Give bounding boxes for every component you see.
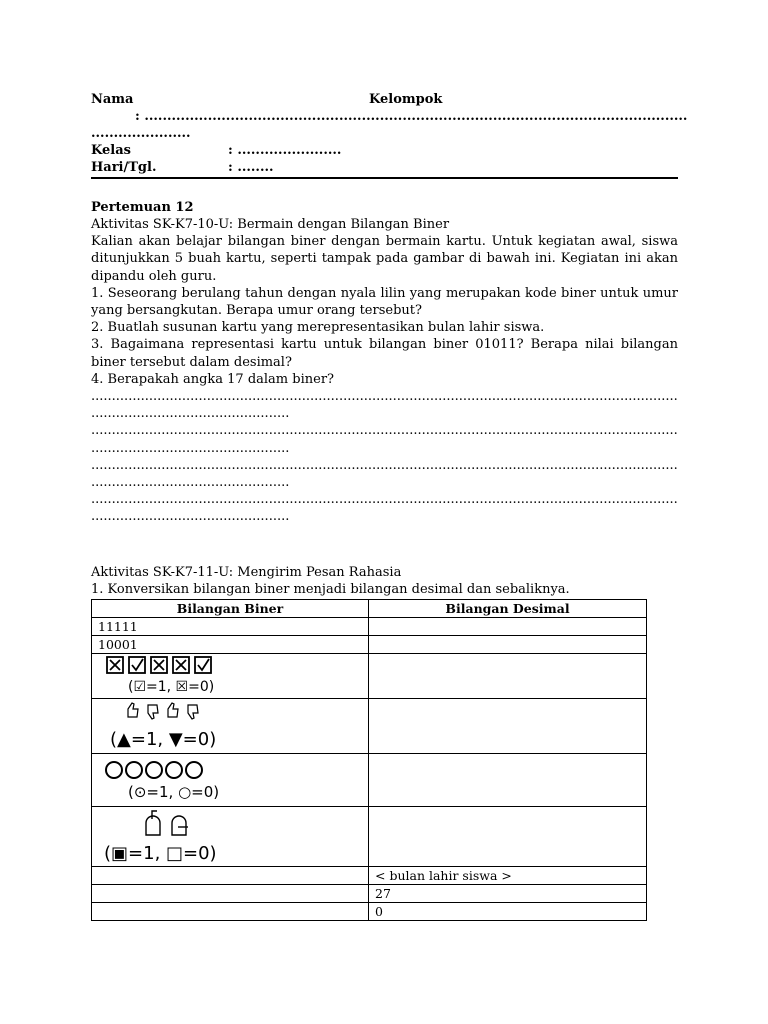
thumb-cards-image: [92, 699, 216, 753]
desimal-cell: 27: [369, 884, 647, 902]
conversion-table: [91, 599, 647, 921]
circle-cards-image: [92, 754, 220, 806]
answer-area: [91, 388, 678, 526]
question-1: 1. Seseorang berulang tahun dengan nyala lilin yang merupakan kode biner untuk umur yang bersangkutan. Berapa umur orang tersebut?: [91, 285, 678, 319]
table-row: [92, 698, 647, 753]
desimal-cell: [369, 698, 647, 753]
desimal-cell: [369, 806, 647, 866]
activity2-instruction: 1. Konversikan bilangan biner menjadi bilangan desimal dan sebaliknya.: [91, 581, 570, 597]
table-row: [92, 753, 647, 806]
header-divider: [91, 177, 678, 179]
biner-cell: 10001: [92, 635, 369, 653]
activity1-title: Aktivitas SK-K7-10-U: Bermain dengan Bilangan Biner: [91, 217, 450, 232]
table-row: [92, 884, 647, 902]
header-kelas-row: [91, 142, 678, 159]
kelas-label: Kelas: [91, 143, 131, 158]
desimal-cell: [369, 653, 647, 698]
desimal-cell: [369, 635, 647, 653]
header-nama-row: [91, 91, 678, 108]
hari-value: : ........: [228, 160, 274, 175]
nama-colon: :: [135, 109, 140, 124]
table-row: [92, 902, 647, 920]
biner-image-cell: [92, 753, 369, 806]
checkbox-legend: (☑=1, ☒=0): [128, 678, 215, 695]
biner-cell: [92, 866, 369, 884]
answer-line: ..............................................................................................................................................: [91, 389, 678, 405]
kelas-value: : .......................: [228, 143, 342, 158]
thumb-legend: (▲=1, ▼=0): [110, 728, 217, 750]
table-row: [92, 617, 647, 635]
desimal-cell: [369, 617, 647, 635]
desimal-cell: < bulan lahir siswa >: [369, 866, 647, 884]
desimal-cell: 0: [369, 902, 647, 920]
table-header-row: [92, 599, 647, 617]
table-row: [92, 653, 647, 698]
worksheet: [91, 91, 688, 921]
answer-line: ................................................: [91, 440, 290, 456]
col-header-desimal: Bilangan Desimal: [369, 599, 647, 617]
checkbox-cards-image: [92, 654, 216, 698]
answer-line: ................................................: [91, 474, 290, 490]
nama-dots: ........................................................................................................................: [144, 109, 688, 124]
answer-line: ..............................................................................................................................................: [91, 492, 678, 508]
answer-line: ................................................: [91, 406, 290, 422]
table-row: [92, 806, 647, 866]
question-3: 3. Bagaimana representasi kartu untuk bilangan biner 01011? Berapa nilai bilangan biner tersebut dalam desimal?: [91, 337, 678, 370]
biner-image-cell: [92, 806, 369, 866]
biner-image-cell: [92, 653, 369, 698]
question-4: 4. Berapakah angka 17 dalam biner?: [91, 371, 335, 387]
nama-dots-line-2: ......................: [91, 126, 191, 141]
hari-label: Hari/Tgl.: [91, 160, 157, 175]
answer-line: ..............................................................................................................................................: [91, 457, 678, 473]
biner-cell: 11111: [92, 617, 369, 635]
header-hari-row: [91, 159, 678, 176]
question-2: 2. Buatlah susunan kartu yang merepresentasikan bulan lahir siswa.: [91, 320, 545, 336]
mailbox-legend: (▣=1, □=0): [104, 842, 217, 864]
table-row: [92, 635, 647, 653]
answer-line: ................................................: [91, 509, 290, 525]
kelompok-label: Kelompok: [369, 92, 443, 107]
pertemuan-title: Pertemuan 12: [91, 200, 194, 215]
nama-label: Nama: [91, 92, 134, 107]
biner-cell: [92, 884, 369, 902]
circle-legend: (⊙=1, ○=0): [128, 782, 220, 801]
answer-line: ..............................................................................................................................................: [91, 423, 678, 439]
desimal-cell: [369, 753, 647, 806]
activity2-title: Aktivitas SK-K7-11-U: Mengirim Pesan Rahasia: [91, 564, 402, 580]
activity1-intro: Kalian akan belajar bilangan biner dengan bermain kartu. Untuk kegiatan awal, siswa ditunjukkan 5 buah kartu, seperti tampak pada gambar di bawah ini. Kegiatan ini akan dipandu oleh guru.: [91, 234, 678, 284]
col-header-biner: Bilangan Biner: [92, 599, 369, 617]
biner-image-cell: [92, 698, 369, 753]
mailbox-cards-image: [92, 807, 216, 866]
nama-dots-line: [91, 108, 688, 125]
table-row: [92, 866, 647, 884]
biner-cell: [92, 902, 369, 920]
